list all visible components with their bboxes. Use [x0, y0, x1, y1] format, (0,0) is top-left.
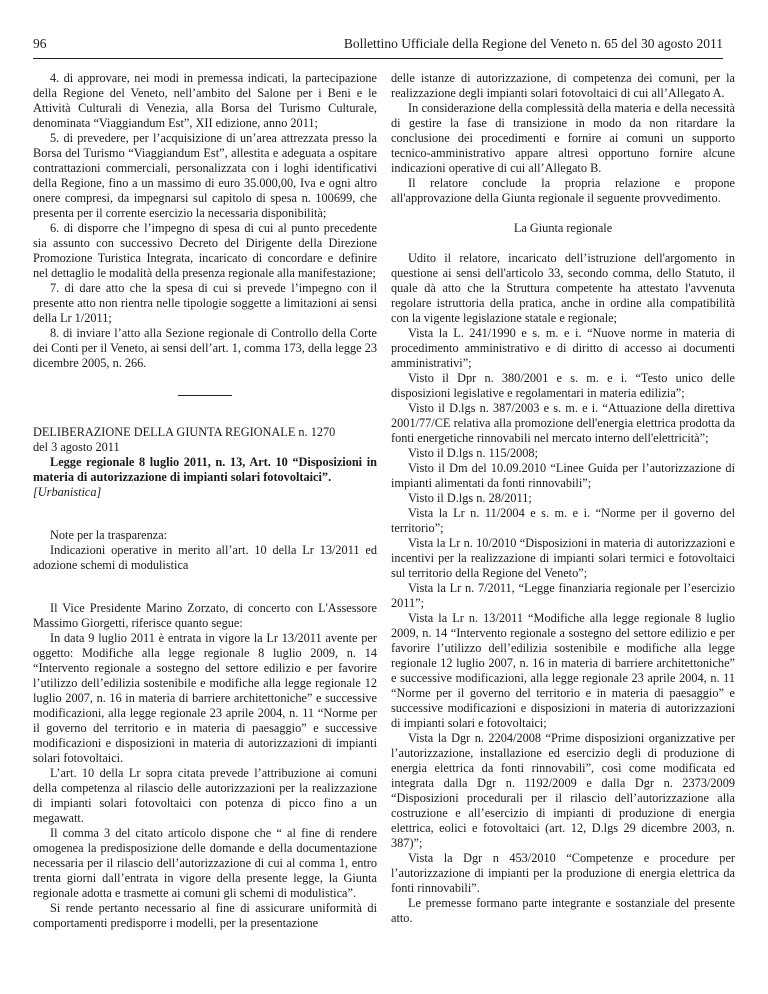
paragraph: Visto il Dpr n. 380/2001 e s. m. e i. “Testo unico delle disposizioni legislative e regolamentari in materia edilizia”;	[391, 371, 735, 400]
running-head: Bollettino Ufficiale della Regione del Veneto n. 65 del 30 agosto 2011	[343, 36, 723, 51]
paragraph: Vista la Lr n. 10/2010 “Disposizioni in materia di autorizzazioni e incentivi per la realizzazione di impianti solari termici e fotovoltaici sul territorio della Regione del Veneto”;	[391, 536, 735, 580]
deliberation-category: [Urbanistica]	[33, 485, 102, 499]
transparency-note-label: Note per la trasparenza:	[50, 528, 168, 542]
deliberation-date: del 3 agosto 2011	[33, 440, 120, 454]
transparency-note-text: Indicazioni operative in merito all’art. 10 della Lr 13/2011 ed adozione schemi di modulistica	[33, 543, 377, 572]
header-rule	[33, 58, 723, 59]
paragraph: delle istanze di autorizzazione, di competenza dei comuni, per la realizzazione degli impianti solari fotovoltaici di cui all’Allegato A.	[391, 71, 735, 100]
list-item: 7. di dare atto che la spesa di cui si prevede l’impegno con il presente atto non rientra nelle tipologie soggette a limitazioni ai sensi della Lr 1/2011;	[33, 281, 377, 325]
paragraph: Visto il D.lgs n. 115/2008;	[408, 446, 538, 460]
section-title: La Giunta regionale	[513, 221, 613, 235]
paragraph: Vista la Lr n. 13/2011 “Modifiche alla legge regionale 8 luglio 2009, n. 14 “Intervento regionale a sostegno del settore edilizio e per favorire l’utilizzo dell’edilizia sostenibile e modifiche alla legge regionale 12 luglio 2007, n. 16 in materia di barriere architettoniche” e successive modificazioni, alla legge regionale 23 aprile 2004, n. 11 “Norme per il governo del territorio e in materia di paesaggio” e successive modificazioni e disposizioni in materia di autorizzazioni di impianti solari e fotovoltaici;	[391, 611, 735, 730]
paragraph: Vista la Lr n. 11/2004 e s. m. e i. “Norme per il governo del territorio”;	[391, 506, 735, 535]
deliberation-subject: Legge regionale 8 luglio 2011, n. 13, Art. 10 “Disposizioni in materia di autorizzazione di impianti solari fotovoltaici”.	[33, 455, 377, 484]
paragraph: Vista la Dgr n. 2204/2008 “Prime disposizioni organizzative per l’autorizzazione, installazione ed esercizio degli di produzione di energia elettrica da fonti rinnovabili”, così come modificata ed integrata dalla Dgr n. 1192/2009 e dalla Dgr n. 2373/2009 “Disposizioni procedurali per il rilascio dell’autorizzazione alla costruzione e all’esercizio di impianti di produzione di energia elettrica, eolici e fotovoltaici (art. 12, D.lgs 29 dicembre 2003, n. 387)”;	[391, 731, 735, 850]
list-item: 4. di approvare, nei modi in premessa indicati, la partecipazione della Regione del Veneto, nell’ambito del Salone per i Beni e le Attività Culturali di Venezia, alla Borsa del Turismo Culturale, denominata “Viaggiandum Est”, XII edizione, anno 2011;	[33, 71, 377, 130]
section-separator	[178, 395, 232, 396]
paragraph: In data 9 luglio 2011 è entrata in vigore la Lr 13/2011 avente per oggetto: Modifiche alla legge regionale 8 luglio 2009, n. 14 “Intervento regionale a sostegno del settore edilizio e per favorire l’utilizzo dell’edilizia sostenibile e modifiche alla legge regionale 12 luglio 2007, n. 16 in materia di barriere architettoniche” e successive modificazioni, alla legge regionale 23 aprile 2004, n. 11 “Norme per il governo del territorio e in materia di paesaggio” e successive modificazioni e disposizioni in materia di autorizzazioni di impianti solari fotovoltaici.	[33, 631, 377, 765]
paragraph: Vista la Dgr n 453/2010 “Competenze e procedure per l’autorizzazione di impianti per la produzione di energia elettrica da fonti rinnovabili”.	[391, 851, 735, 895]
paragraph: Visto il D.lgs n. 387/2003 e s. m. e i. “Attuazione della direttiva 2001/77/CE relativa alla promozione dell'energia elettrica prodotta da fonti energetiche rinnovabili nel mercato interno dell'elettricità”;	[391, 401, 735, 445]
paragraph: Vista la Lr n. 7/2011, “Legge finanziaria regionale per l’esercizio 2011”;	[391, 581, 735, 610]
paragraph: Si rende pertanto necessario al fine di assicurare uniformità di comportamenti predisporre i modelli, per la presentazione	[33, 901, 377, 930]
list-item: 8. di inviare l’atto alla Sezione regionale di Controllo della Corte dei Conti per il Veneto, ai sensi dell’art. 1, comma 173, della legge 23 dicembre 2005, n. 266.	[33, 326, 377, 370]
page-number: 96	[33, 36, 47, 51]
paragraph: Le premesse formano parte integrante e sostanziale del presente atto.	[391, 896, 735, 925]
left-column	[33, 71, 377, 931]
paragraph: In considerazione della complessità della materia e della necessità di gestire la fase di transizione in modo da non ritardare la conclusione dei procedimenti e fornire ai comuni un supporto tecnico-amministrativo appare altresì opportuno fornire alcune indicazioni operative di cui all’Allegato B.	[391, 101, 735, 175]
paragraph: Visto il D.lgs n. 28/2011;	[408, 491, 532, 505]
paragraph: Udito il relatore, incaricato dell’istruzione dell'argomento in questione ai sensi dell'articolo 33, secondo comma, dello Statuto, il quale dà atto che la Struttura competente ha attestato l'avvenuta regolare istruttoria della pratica, anche in ordine alla compatibilità con la vigente legislazione statale e regionale;	[391, 251, 735, 325]
paragraph: Il Vice Presidente Marino Zorzato, di concerto con L'Assessore Massimo Giorgetti, riferisce quanto segue:	[33, 601, 377, 630]
paragraph: Il comma 3 del citato articolo dispone che “ al fine di rendere omogenea la predisposizione delle domande e della documentazione necessaria per il rilascio dell’autorizzazione di cui al comma 1, entro trenta giorni dall’entrata in vigore della presente legge, la Giunta regionale adotta e trasmette ai comuni gli schemi di modulistica”.	[33, 826, 377, 900]
paragraph: Il relatore conclude la propria relazione e propone all'approvazione della Giunta regionale il seguente provvedimento.	[391, 176, 735, 205]
paragraph: L’art. 10 della Lr sopra citata prevede l’attribuzione ai comuni della competenza al rilascio delle autorizzazioni per la realizzazione di impianti solari fotovoltaici con potenza di picco fino a un megawatt.	[33, 766, 377, 825]
right-column	[391, 71, 735, 926]
paragraph: Visto il Dm del 10.09.2010 “Linee Guida per l’autorizzazione di impianti alimentati da fonti rinnovabili”;	[391, 461, 735, 490]
deliberation-heading: DELIBERAZIONE DELLA GIUNTA REGIONALE n. 1270	[33, 425, 336, 439]
list-item: 5. di prevedere, per l’acquisizione di un’area attrezzata presso la Borsa del Turismo “Viaggiandum Est”, allestita e adeguata a ospitare contrattazioni commerciali, personalizzata con i loghi identificativi della Regione, fino a un massimo di euro 35.000,00, Iva e ogni altro onere compresi, da impegnarsi sul capitolo di spesa n. 100699, che presenta per il corrente esercizio la necessaria disponibilità;	[33, 131, 377, 220]
list-item: 6. di disporre che l’impegno di spesa di cui al punto precedente sia assunto con successivo Decreto del Dirigente della Direzione Promozione Turistica Integrata, incaricato di concordare e definire nel dettaglio le modalità della presenza regionale alla manifestazione;	[33, 221, 377, 280]
paragraph: Vista la L. 241/1990 e s. m. e i. “Nuove norme in materia di procedimento amministrativo e di diritto di accesso ai documenti amministrativi”;	[391, 326, 735, 370]
